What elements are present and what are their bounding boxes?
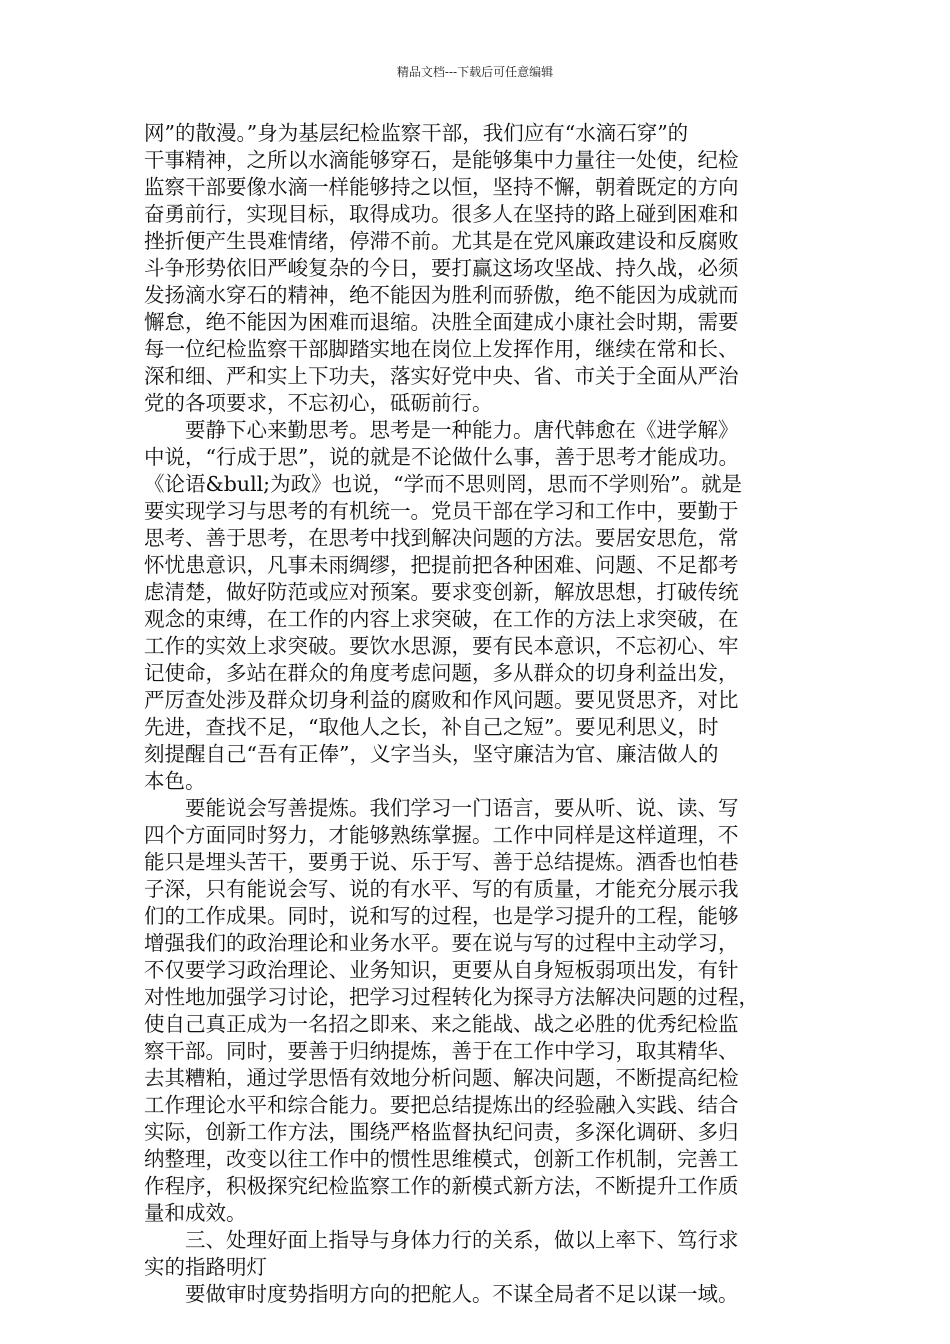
text-line: 懈怠，绝不能因为困难而退缩。决胜全面建成小康社会时期，需要 (144, 310, 739, 334)
text-line: 记使命，多站在群众的角度考虑问题，多从群众的切身利益出发， (144, 661, 739, 685)
text-line: 网”的散漫。”身为基层纪检监察干部，我们应有“水滴石穿”的 (144, 121, 689, 145)
text-line: 工作的实效上求突破。要饮水思源，要有民本意识，不忘初心、牢 (144, 634, 739, 658)
text-line: 不仅要学习政治理论、业务知识，更要从自身短板弱项出发，有针 (144, 958, 739, 982)
document-body (144, 120, 812, 1308)
text-line: 要做审时度势指明方向的把舵人。不谋全局者不足以谋一域。 (144, 1282, 739, 1306)
text-line: 工作理论水平和综合能力。要把总结提炼出的经验融入实践、结合 (144, 1093, 739, 1117)
text-line: 斗争形势依旧严峻复杂的今日，要打赢这场攻坚战、持久战，必须 (144, 256, 739, 280)
text-line: 能只是埋头苦干，要勇于说、乐于写、善于总结提炼。酒香也怕巷 (144, 850, 739, 874)
text-line: 实的指路明灯 (144, 1255, 267, 1279)
text-line: 挫折便产生畏难情绪，停滞不前。尤其是在党风廉政建设和反腐败 (144, 229, 739, 253)
text-line: 奋勇前行，实现目标，取得成功。很多人在坚持的路上碰到困难和 (144, 202, 739, 226)
text-line: 监察干部要像水滴一样能够持之以恒，坚持不懈，朝着既定的方向 (144, 175, 739, 199)
text-line: 们的工作成果。同时，说和写的过程，也是学习提升的工程，能够 (144, 904, 739, 928)
text-line: 深和细、严和实上下功夫，落实好党中央、省、市关于全面从严治 (144, 364, 739, 388)
text-line: 作程序，积极探究纪检监察工作的新模式新方法，不断提升工作质 (144, 1174, 739, 1198)
text-line: 要实现学习与思考的有机统一。党员干部在学习和工作中，要勤于 (144, 499, 739, 523)
text-line: 要静下心来勤思考。思考是一种能力。唐代韩愈在《进学解》 (144, 418, 739, 442)
text-line: 观念的束缚，在工作的内容上求突破，在工作的方法上求突破，在 (144, 607, 739, 631)
text-line: 刻提醒自己“吾有正俸”，义字当头，坚守廉洁为官、廉洁做人的 (144, 742, 719, 766)
text-line: 对性地加强学习讨论，把学习过程转化为探寻方法解决问题的过程， (144, 985, 759, 1009)
text-line: 使自己真正成为一名招之即来、来之能战、战之必胜的优秀纪检监 (144, 1012, 739, 1036)
text-line: 增强我们的政治理论和业务水平。要在说与写的过程中主动学习， (144, 931, 739, 955)
text-line: 要能说会写善提炼。我们学习一门语言，要从听、说、读、写 (144, 796, 739, 820)
text-line: 严厉查处涉及群众切身利益的腐败和作风问题。要见贤思齐，对比 (144, 688, 739, 712)
text-line: 虑清楚，做好防范或应对预案。要求变创新，解放思想，打破传统 (144, 580, 739, 604)
text-line: 干事精神，之所以水滴能够穿石，是能够集中力量往一处使，纪检 (144, 148, 739, 172)
text-line: 本色。 (144, 769, 206, 793)
text-line: 发扬滴水穿石的精神，绝不能因为胜利而骄傲，绝不能因为成就而 (144, 283, 739, 307)
text-line: 纳整理，改变以往工作中的惯性思维模式，创新工作机制，完善工 (144, 1147, 739, 1171)
text-line: 每一位纪检监察干部脚踏实地在岗位上发挥作用，继续在常和长、 (144, 337, 739, 361)
text-line: 怀忧患意识，凡事未雨绸缪，把提前把各种困难、问题、不足都考 (144, 553, 739, 577)
text-line: 四个方面同时努力，才能够熟练掌握。工作中同样是这样道理，不 (144, 823, 739, 847)
text-line: 《论语&bull;为政》也说，“学而不思则罔，思而不学则殆”。就是 (144, 472, 743, 496)
page-header: 精品文档---下载后可任意编辑 (396, 65, 554, 79)
text-line: 中说，“行成于思”，说的就是不论做什么事，善于思考才能成功。 (144, 445, 739, 469)
text-line: 量和成效。 (144, 1201, 247, 1225)
text-line: 思考、善于思考，在思考中找到解决问题的方法。要居安思危，常 (144, 526, 739, 550)
text-line: 子深，只有能说会写、说的有水平、写的有质量，才能充分展示我 (144, 877, 739, 901)
text-line: 党的各项要求，不忘初心，砥砺前行。 (144, 391, 493, 415)
text-line: 实际，创新工作方法，围绕严格监督执纪问责，多深化调研、多归 (144, 1120, 739, 1144)
text-line: 去其糟粕，通过学思悟有效地分析问题、解决问题，不断提高纪检 (144, 1066, 739, 1090)
text-line: 三、处理好面上指导与身体力行的关系，做以上率下、笃行求 (144, 1228, 739, 1252)
text-line: 察干部。同时，要善于归纳提炼，善于在工作中学习，取其精华、 (144, 1039, 739, 1063)
text-line: 先进，查找不足，“取他人之长，补自己之短”。要见利思义，时 (144, 715, 719, 739)
